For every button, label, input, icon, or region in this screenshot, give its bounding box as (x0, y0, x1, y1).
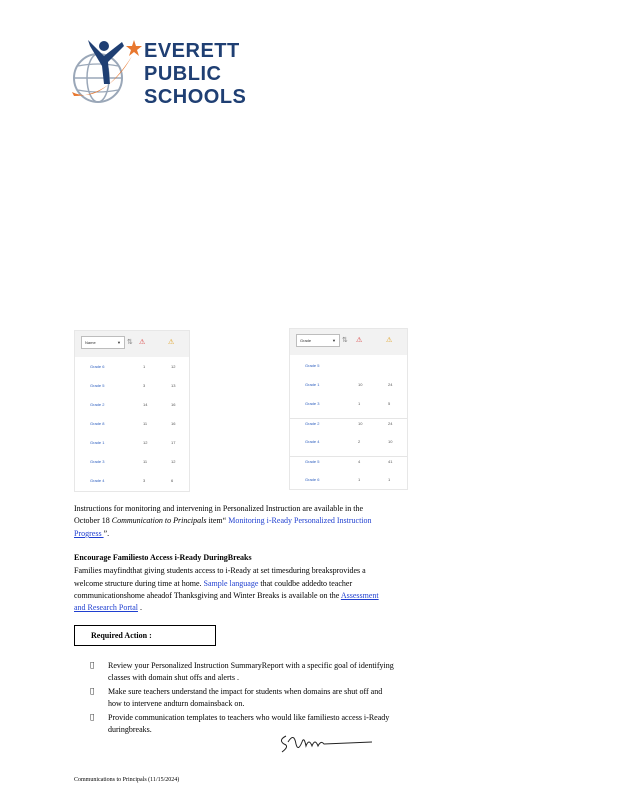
row-value-alerts: 41 (388, 459, 393, 464)
assessment-portal-link-cont[interactable]: and Research Portal (74, 603, 138, 612)
table-row[interactable] (290, 439, 407, 451)
check-bullet-icon (90, 661, 94, 669)
logo-text-everett: EVERETT (144, 40, 240, 62)
row-value-alerts: 12 (171, 364, 176, 369)
table-row[interactable] (290, 456, 407, 469)
footer-text: Communications to Principals (11/15/2024) (74, 777, 180, 783)
table-row[interactable] (290, 401, 407, 413)
bullet-2-line2: how to intervene andturn domainsback on. (108, 699, 245, 708)
para2-line3 (74, 591, 379, 601)
shut-off-icon: ⚠ (139, 338, 146, 346)
row-label: Grade 4 (90, 478, 105, 483)
table-row[interactable] (290, 477, 407, 489)
table-row[interactable] (75, 402, 189, 414)
globe-runner-icon (70, 34, 142, 114)
logo-text-schools: SCHOOLS (144, 86, 247, 108)
row-value-shutoffs: 10 (358, 382, 363, 387)
row-value-shutoffs: 4 (358, 459, 361, 464)
table-row[interactable] (75, 421, 189, 433)
para2-line4-suffix: . (137, 603, 142, 612)
alert-icon: ⚠ (168, 338, 175, 346)
para2-line2 (74, 579, 352, 589)
required-action-label: Required Action : (91, 631, 152, 640)
iready-panel-left (74, 330, 190, 492)
bullet-3-line1: Provide communication templates to teachers who would like familiesto access i-Ready (108, 713, 390, 722)
para1-line1: Instructions for monitoring and intervening in Personalized Instruction are available in the (74, 504, 364, 513)
sort-arrows-icon[interactable]: ⇅ (342, 336, 348, 344)
row-value-alerts: 17 (171, 440, 176, 445)
alert-icon: ⚠ (386, 336, 393, 344)
sort-arrows-icon[interactable]: ⇅ (127, 338, 133, 346)
table-row[interactable] (75, 383, 189, 395)
row-value-alerts: 24 (388, 382, 393, 387)
logo-text-public: PUBLIC (144, 63, 222, 85)
sort-select-value: Name (85, 340, 96, 345)
row-value-shutoffs: 1 (358, 401, 361, 406)
table-row[interactable] (75, 440, 189, 452)
row-label: Grade 6 (90, 364, 105, 369)
row-label: Grade 1 (90, 440, 105, 445)
table-row[interactable] (290, 382, 407, 394)
row-value-shutoffs: 11 (143, 421, 148, 426)
sample-language-link[interactable]: Sample language (203, 579, 259, 588)
para2-line1: Families mayfindthat giving students access to i-Ready at set timesduring breaksprovides a (74, 566, 366, 575)
check-bullet-icon (90, 687, 94, 695)
row-value-alerts: 1 (388, 477, 391, 482)
row-value-alerts: 10 (388, 439, 393, 444)
row-label: Grade 6 (305, 477, 320, 482)
row-label: Grade 5 (305, 363, 320, 368)
row-label: Grade 5 (90, 383, 105, 388)
row-value-shutoffs: 10 (358, 421, 363, 426)
bullet-2-line1: Make sure teachers understand the impact for students when domains are shut off and (108, 687, 383, 696)
row-value-alerts: 12 (171, 459, 176, 464)
required-action-box (74, 625, 216, 646)
shut-off-icon: ⚠ (356, 336, 363, 344)
communication-title: Communication to Principals (111, 516, 207, 525)
row-label: Grade 3 (305, 401, 320, 406)
bullet-1-line1: Review your Personalized Instruction SummaryReport with a specific goal of identifying (108, 661, 394, 670)
panel-toolbar (75, 331, 189, 357)
row-value-shutoffs: 14 (143, 402, 148, 407)
row-label: Grade 2 (90, 402, 105, 407)
row-value-alerts: 5 (388, 401, 391, 406)
signature-image (276, 730, 376, 758)
row-value-alerts: 6 (171, 478, 174, 483)
para1-line3-suffix: ”. (103, 529, 110, 538)
para2-line2-suffix: that couldbe addedto teacher (258, 579, 353, 588)
district-logo (70, 34, 260, 114)
para1-item-text: item“ (206, 516, 227, 525)
row-label: Grade 2 (305, 421, 320, 426)
chevron-down-icon: ▼ (117, 340, 121, 345)
panel-toolbar (290, 329, 407, 355)
monitoring-link[interactable]: Monitoring i-Ready Personalized Instruction (226, 516, 372, 525)
bullet-1-line2: classes with domain shut offs and alerts . (108, 673, 239, 682)
para1-line3 (74, 529, 109, 539)
table-row[interactable] (290, 363, 407, 375)
row-value-alerts: 16 (171, 402, 176, 407)
table-row[interactable] (75, 459, 189, 471)
sort-select[interactable] (296, 334, 340, 347)
sort-select[interactable] (81, 336, 125, 349)
row-value-shutoffs: 3 (143, 478, 146, 483)
row-value-shutoffs: 1 (358, 477, 361, 482)
row-label: Grade 8 (90, 421, 105, 426)
chevron-down-icon: ▼ (332, 338, 336, 343)
row-value-shutoffs: 2 (358, 439, 361, 444)
sort-select-value: Grade (300, 338, 312, 343)
row-value-alerts: 13 (171, 383, 176, 388)
check-bullet-icon (90, 713, 94, 721)
para1-line2-text: October 18 (74, 516, 112, 525)
table-row[interactable] (75, 478, 189, 490)
row-label: Grade 4 (305, 439, 320, 444)
row-value-alerts: 24 (388, 421, 393, 426)
row-value-shutoffs: 3 (143, 383, 146, 388)
para2-line3-text: communicationshome aheadof Thanksgiving and Winter Breaks is available on the (74, 591, 341, 600)
row-value-shutoffs: 1 (143, 364, 146, 369)
row-label: Grade 3 (90, 459, 105, 464)
para1-line2 (74, 516, 372, 526)
monitoring-link-cont[interactable]: Progress (74, 529, 104, 538)
row-value-alerts: 16 (171, 421, 176, 426)
assessment-portal-link[interactable]: Assessment (340, 591, 379, 600)
bullet-3-line2: duringbreaks. (108, 725, 152, 734)
section-heading-breaks: Encourage Familiesto Access i-Ready DuringBreaks (74, 553, 252, 562)
table-row[interactable] (75, 364, 189, 376)
row-label: Grade 5 (305, 459, 320, 464)
para2-line2-text: welcome structure during time at home. (74, 579, 204, 588)
row-value-shutoffs: 12 (143, 440, 148, 445)
iready-panel-right (289, 328, 408, 490)
row-value-shutoffs: 11 (143, 459, 148, 464)
table-row[interactable] (290, 418, 407, 431)
row-label: Grade 1 (305, 382, 320, 387)
para2-line4 (74, 603, 142, 613)
